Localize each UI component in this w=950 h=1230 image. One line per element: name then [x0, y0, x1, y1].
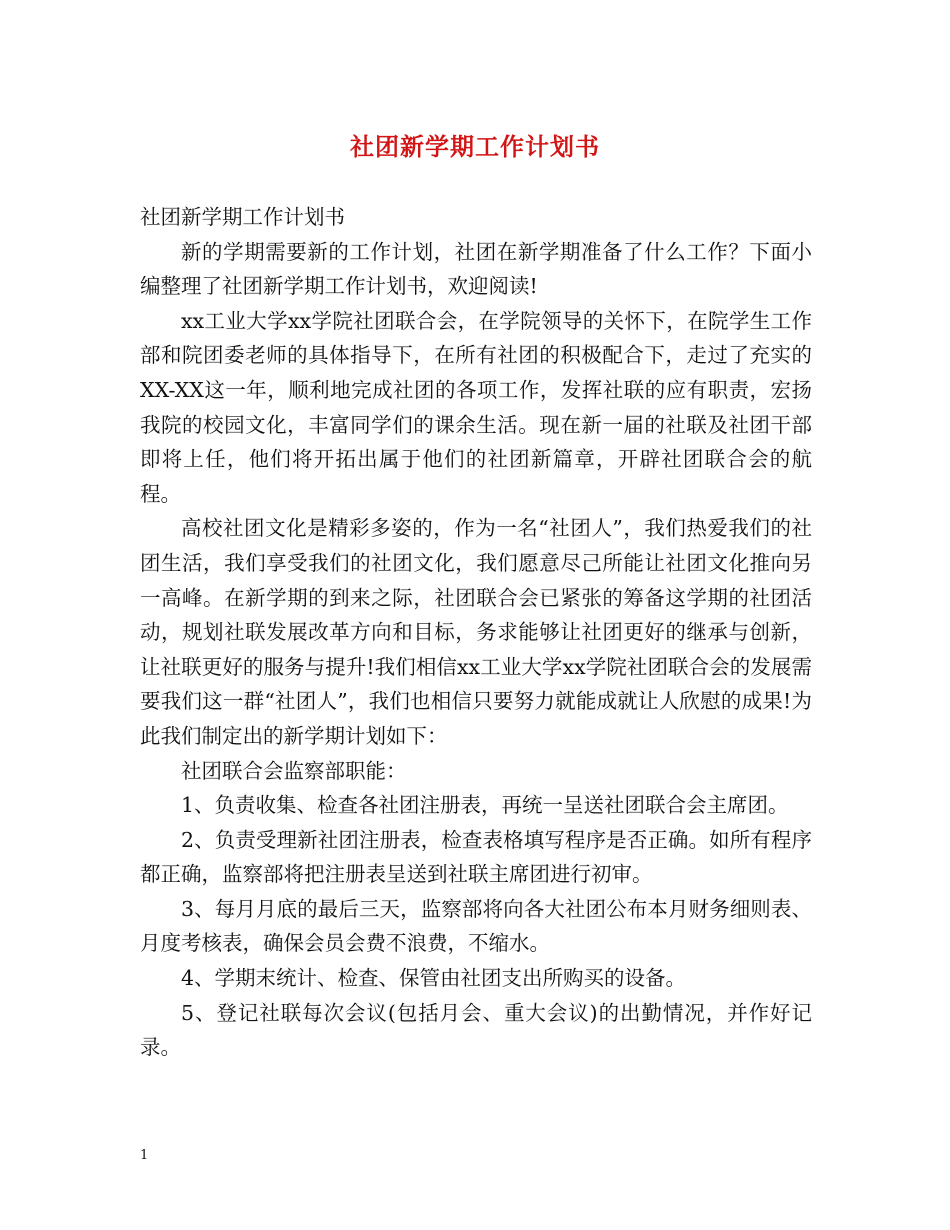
document-body [140, 200, 812, 1065]
document-subtitle: 社团新学期工作计划书 [140, 205, 345, 229]
list-item-5: 5、登记社联每次会议(包括月会、重大会议)的出勤情况，并作好记录。 [140, 1000, 812, 1060]
paragraph-background: xx工业大学xx学院社团联合会，在学院领导的关怀下，在院学生工作部和院团委老师的具体指导下，在所有社团的积极配合下，走过了充实的XX-XX这一年，顺利地完成社团的各项工作，发挥社联的应有职责，宏扬我院的校园文化，丰富同学们的课余生活。现在新一届的社联及社团干部即将上任，他们将开拓出属于他们的社团新篇章，开辟社团联合会的航程。 [140, 308, 812, 506]
document-title: 社团新学期工作计划书 [350, 132, 600, 161]
list-item-2: 2、负责受理新社团注册表，检查表格填写程序是否正确。如所有程序都正确，监察部将把注册表呈送到社联主席团进行初审。 [140, 827, 812, 887]
list-item-1: 1、负责收集、检查各社团注册表，再统一呈送社团联合会主席团。 [181, 793, 789, 818]
section-heading-supervision: 社团联合会监察部职能： [181, 758, 407, 783]
list-item-4: 4、学期末统计、检查、保管由社团支出所购买的设备。 [181, 966, 687, 991]
list-item-3: 3、每月月底的最后三天，监察部将向各大社团公布本月财务细则表、月度考核表，确保会员会费不浪费，不缩水。 [140, 896, 812, 956]
page-number: 1 [140, 1148, 149, 1163]
paragraph-intro: 新的学期需要新的工作计划，社团在新学期准备了什么工作？下面小编整理了社团新学期工作计划书，欢迎阅读! [140, 239, 812, 299]
paragraph-culture: 高校社团文化是精彩多姿的，作为一名“社团人”，我们热爱我们的社团生活，我们享受我们的社团文化，我们愿意尽己所能让社团文化推向另一高峰。在新学期的到来之际，社团联合会已紧张的筹备这学期的社团活动，规划社联发展改革方向和目标，务求能够让社团更好的继承与创新，让社联更好的服务与提升!我们相信xx工业大学xx学院社团联合会的发展需要我们这一群“社团人”，我们也相信只要努力就能成就让人欣慰的成果!为此我们制定出的新学期计划如下： [140, 516, 812, 748]
